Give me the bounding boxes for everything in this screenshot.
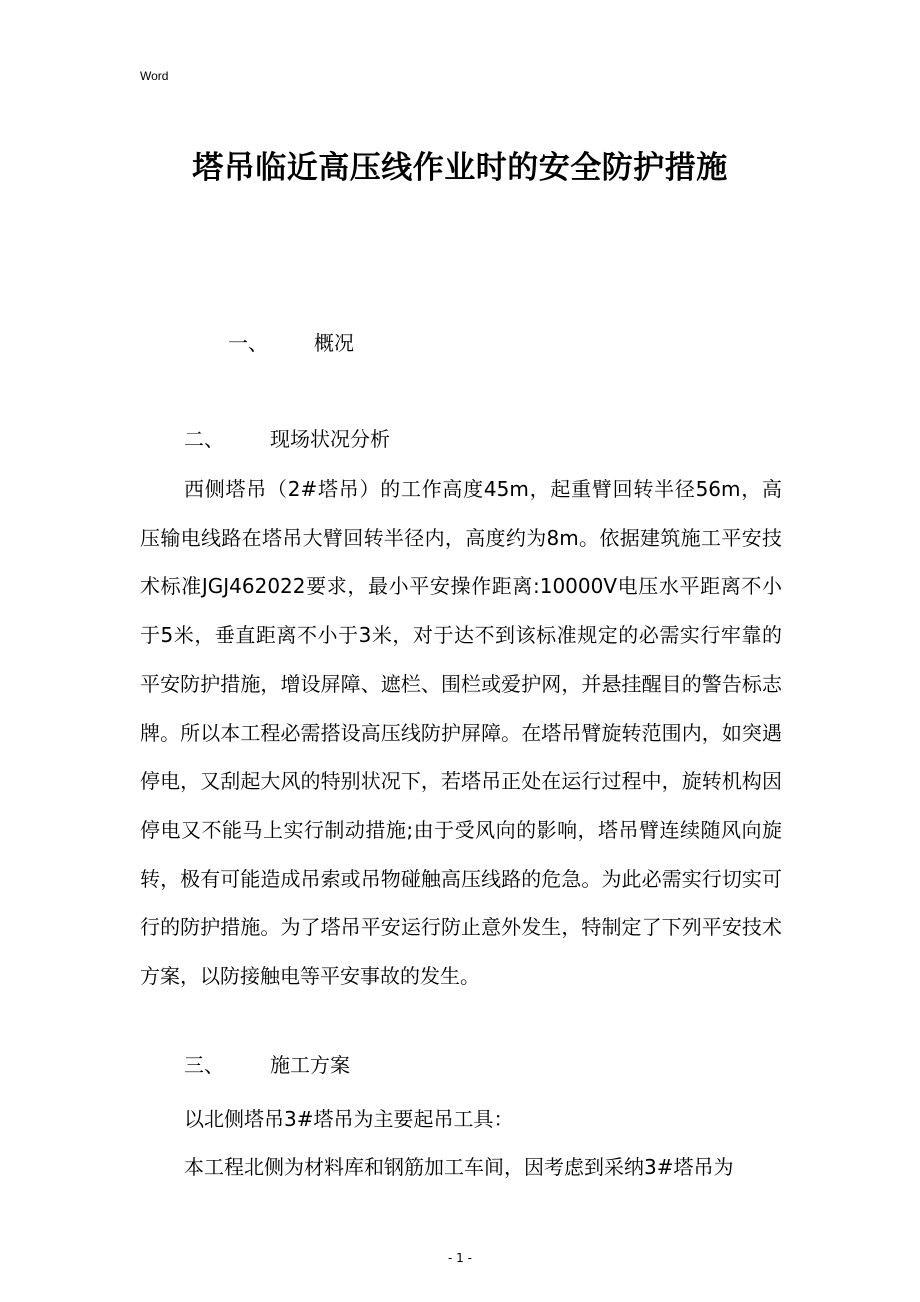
- section-number: 一、: [228, 331, 268, 355]
- analysis-paragraph-block: [140, 465, 782, 1001]
- section-title: 概况: [314, 331, 354, 355]
- section-heading-2: [184, 424, 390, 454]
- section-title: 施工方案: [270, 1053, 350, 1077]
- document-title: 塔吊临近高压线作业时的安全防护措施: [192, 150, 728, 186]
- section-heading-3: [184, 1050, 350, 1080]
- section-title: 现场状况分析: [270, 427, 390, 451]
- plan-body-block: [140, 1143, 782, 1192]
- section-number: 三、: [184, 1053, 224, 1077]
- page-number: - 1 -: [448, 1251, 472, 1265]
- plan-lead-block: [140, 1095, 782, 1144]
- analysis-paragraph: 西侧塔吊（2#塔吊）的工作高度45m，起重臂回转半径56m，高压输电线路在塔吊大臂回转半径内，高度约为8m。依据建筑施工平安技术标准JGJ462022要求，最小平安操作距离:10000V电压水平距离不小于5米，垂直距离不小于3米，对于达不到该标准规定的必需实行牢靠的平安防护措施，增设屏障、遮栏、围栏或爱护网，并悬挂醒目的警告标志牌。所以本工程必需搭设高压线防护屏障。在塔吊臂旋转范围内，如突遇停电，又刮起大风的特别状况下，若塔吊正处在运行过程中，旋转机构因停电又不能马上实行制动措施;由于受风向的影响，塔吊臂连续随风向旋转，极有可能造成吊索或吊物碰触高压线路的危急。为此必需实行切实可行的防护措施。为了塔吊平安运行防止意外发生，特制定了下列平安技术方案，以防接触电等平安事故的发生。: [140, 477, 782, 989]
- plan-body-paragraph: 本工程北侧为材料库和钢筋加工车间，因考虑到采纳3#塔吊为: [184, 1155, 734, 1179]
- section-number: 二、: [184, 427, 224, 451]
- section-heading-1: [228, 328, 354, 358]
- header-word-label: Word: [140, 69, 169, 83]
- plan-lead-paragraph: 以北侧塔吊3#塔吊为主要起吊工具：: [184, 1107, 514, 1131]
